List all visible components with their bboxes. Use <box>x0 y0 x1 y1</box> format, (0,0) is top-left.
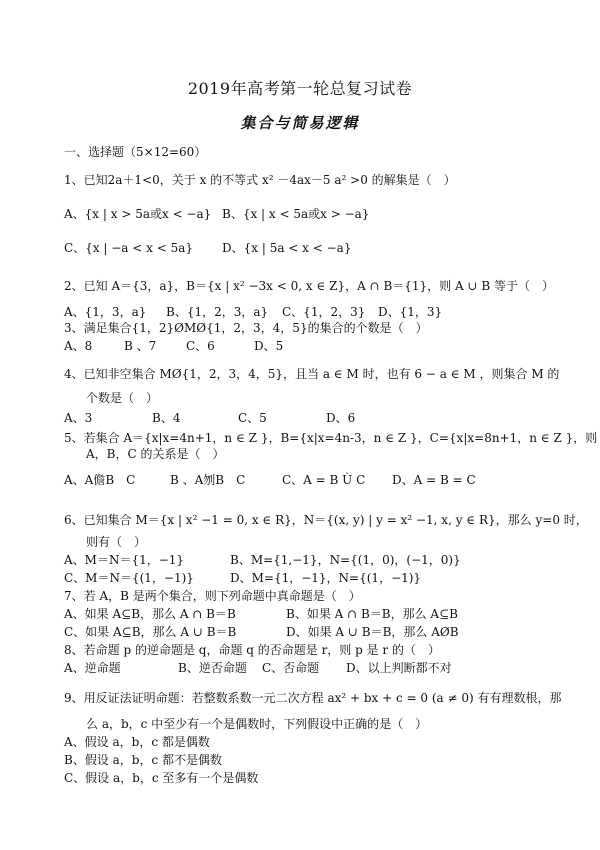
q6-option-b: B、M={1,−1}，N={(1，0)，(−1，0)} <box>230 553 461 567</box>
q6-stem: 6、已知集合 M＝{x | x² −1 = 0, x ∈ R}，N＝{(x, y) | y = x² −1, x, y ∈ R}，那么 y=0 时， <box>64 513 588 527</box>
q3-option-b: B 、7 <box>124 339 157 353</box>
q4-option-b: B、4 <box>152 411 181 425</box>
q9-option-b: B、假设 a，b，c 都不是偶数 <box>64 753 223 767</box>
q3-stem: 3、满足集合{1，2}ØMØ{1，2，3，4，5}的集合的个数是（ ） <box>64 321 428 335</box>
q5-option-b: B 、A刎B C <box>170 473 246 487</box>
q4-option-c: C、5 <box>238 411 267 425</box>
q7-option-a: A、如果 A⊆B，那么 A ∩ B＝B <box>64 607 236 621</box>
q9-stem: 9、用反证法证明命题：若整数系数一元二次方程 ax² + bx + c = 0 (a ≠ 0) 有有理数根，那 <box>64 691 562 705</box>
q8-stem: 8、若命题 p 的逆命题是 q，命题 q 的否命题是 r，则 p 是 r 的（ ） <box>64 643 440 657</box>
q4-stem: 4、已知非空集合 MØ{1，2，3，4，5}，且当 a ∈ M 时，也有 6 − a ∈ M ，则集合 M 的 <box>64 367 560 381</box>
q5-stem-cont: A，B，C 的关系是（ ） <box>86 447 225 461</box>
q4-stem-cont: 个数是（ ） <box>86 391 159 405</box>
q9-option-c: C、假设 a，b，c 至多有一个是偶数 <box>64 771 259 785</box>
q5-stem: 5、若集合 A＝{x|x=4n+1，n ∈ Z }，B={x|x=4n-3，n ∈ Z }，C={x|x=8n+1，n ∈ Z }，则 <box>64 431 598 445</box>
q7-stem: 7、若 A，B 是两个集合，则下列命题中真命题是（ ） <box>64 589 361 603</box>
q4-option-d: D、6 <box>326 411 356 425</box>
q2-option-c: C、{1，2，3} <box>282 305 366 319</box>
q6-stem-cont: 则有（ ） <box>86 535 147 549</box>
q6-option-c: C、M＝N＝{(1，−1)} <box>64 571 194 585</box>
section-heading: 一、选择题（5×12=60） <box>64 145 207 159</box>
q1-option-a: A、{x | x > 5a或x < −a} <box>64 207 212 221</box>
q7-option-b: B、如果 A ∩ B＝B，那么 A⊆B <box>286 607 458 621</box>
q3-option-d: D、5 <box>254 339 284 353</box>
q5-option-d: D、A = B = C <box>392 473 476 487</box>
q3-option-c: C、6 <box>186 339 215 353</box>
q2-option-d: D、{1，3} <box>378 305 443 319</box>
q9-stem-cont: 么 a，b，c 中至少有一个是偶数时，下列假设中正确的是（ ） <box>86 717 428 731</box>
q8-option-c: C、否命题 <box>262 661 320 675</box>
q1-option-c: C、{x | −a < x < 5a} <box>64 241 194 255</box>
q6-option-a: A、M＝N＝{1，−1} <box>64 553 185 567</box>
q2-stem: 2、已知 A＝{3，a}，B＝{x | x² −3x < 0, x ∈ Z}，A ∩ B＝{1}，则 A ∪ B 等于（ ） <box>64 279 554 293</box>
q7-option-d: D、如果 A ∪ B＝B，那么 AØB <box>286 625 459 639</box>
q1-option-b: B、{x | x < 5a或x > −a} <box>222 207 370 221</box>
q6-option-d: D、M={1，−1}，N={(1，−1)} <box>230 571 422 585</box>
q3-option-a: A、8 <box>64 339 93 353</box>
q7-option-c: C、如果 A⊆B，那么 A ∪ B＝B <box>64 625 237 639</box>
exam-subtitle: 集合与简易逻辑 <box>240 114 360 132</box>
q8-option-a: A、逆命题 <box>64 661 121 675</box>
q9-option-a: A、假设 a，b，c 都是偶数 <box>64 735 210 749</box>
q5-option-c: C、A = B Ù C <box>282 473 366 487</box>
q8-option-d: D、以上判断都不对 <box>346 661 452 675</box>
q4-option-a: A、3 <box>64 411 93 425</box>
q8-option-b: B、逆否命题 <box>178 661 247 675</box>
q1-stem: 1、已知2a＋1<0，关于 x 的不等式 x² －4ax－5 a² >0 的解集是（ ） <box>64 173 456 187</box>
q1-option-d: D、{x | 5a < x < −a} <box>222 241 352 255</box>
q2-option-b: B、{1，2，3，a} <box>166 305 269 319</box>
q5-option-a: A、A儋B C <box>64 473 136 487</box>
q2-option-a: A、{1，3，a} <box>64 305 147 319</box>
exam-title: 2019年高考第一轮总复习试卷 <box>187 79 413 98</box>
